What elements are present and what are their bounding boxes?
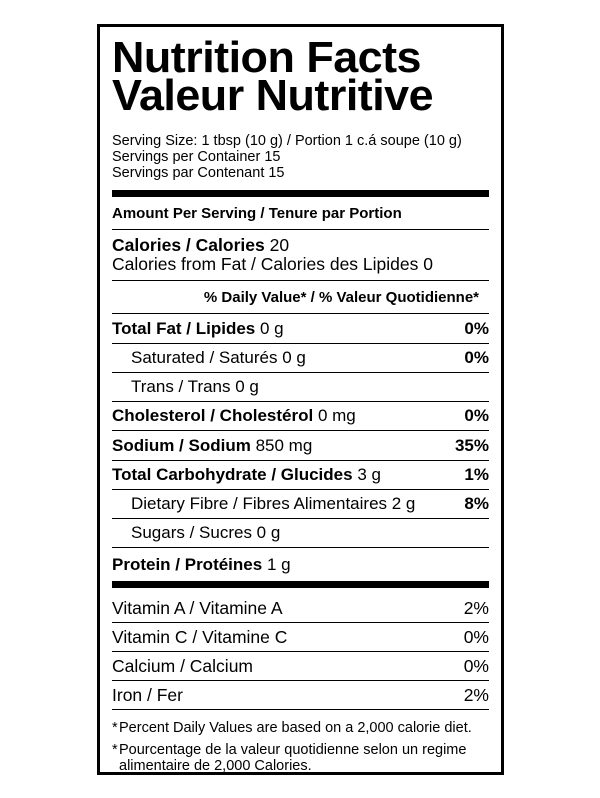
nutrition-label (97, 24, 504, 775)
protein-label: Protein / Protéines (112, 554, 263, 574)
servings-per-container: Servings per Container 15 (112, 149, 281, 165)
cholesterol-row (112, 402, 489, 431)
vitamin-a-pct: 2% (463, 597, 489, 618)
sodium-label: Sodium / Sodium (112, 435, 251, 455)
footnote-french-text: Pourcentage de la valeur quotidienne selon un regime alimentaire de 2,000 Calories. (119, 742, 467, 774)
footnote-english (112, 720, 489, 736)
carbohydrate-amount: 3 g (357, 465, 381, 484)
iron-pct: 2% (463, 684, 489, 705)
carbohydrate-row (112, 461, 489, 490)
iron-row (112, 681, 489, 710)
vitamin-a-row (112, 588, 489, 623)
total-fat-row (112, 314, 489, 344)
thick-divider-vitamins (112, 581, 489, 588)
footnote-english-text: Percent Daily Values are based on a 2,000 calorie diet. (119, 720, 472, 736)
calcium-label: Calcium / Calcium (112, 655, 253, 676)
cholesterol-amount: 0 mg (317, 406, 356, 425)
sugars-row (112, 519, 489, 548)
daily-value-header (112, 281, 489, 314)
fibre-pct: 8% (464, 494, 489, 513)
thick-divider (112, 190, 489, 197)
total-fat-amount: 0 g (259, 318, 284, 338)
fibre-row (112, 490, 489, 519)
trans-label: Trans / Trans 0 g (131, 377, 259, 396)
cholesterol-pct: 0% (464, 406, 489, 425)
amount-per-serving-header (112, 197, 489, 230)
total-fat-label: Total Fat / Lipides (112, 318, 256, 338)
carbohydrate-label: Total Carbohydrate / Glucides (112, 465, 353, 484)
footnote-asterisk-fr: * (112, 742, 118, 758)
vitamin-c-label: Vitamin C / Vitamine C (112, 626, 288, 647)
carbohydrate-pct: 1% (464, 465, 489, 484)
serving-info (112, 133, 489, 181)
iron-label: Iron / Fer (112, 684, 183, 705)
sodium-row (112, 431, 489, 461)
footnote-french (112, 742, 489, 774)
amount-header-text: Amount Per Serving / Tenure par Portion (112, 204, 402, 222)
cholesterol-label: Cholesterol / Cholestérol (112, 406, 314, 425)
serving-size: Serving Size: 1 tbsp (10 g) / Portion 1 c.á soupe (10 g) (112, 133, 462, 149)
daily-value-header-text: % Daily Value* / % Valeur Quotidienne* (203, 288, 479, 306)
calories-value: 20 (269, 235, 290, 255)
sugars-label: Sugars / Sucres 0 g (131, 523, 281, 542)
protein-row (112, 548, 489, 581)
fibre-label: Dietary Fibre / Fibres Alimentaires 2 g (131, 494, 416, 513)
sodium-amount: 850 mg (255, 435, 313, 455)
label-content (112, 27, 489, 772)
footnote-asterisk: * (112, 720, 118, 736)
footnotes (112, 720, 489, 774)
vitamin-c-row (112, 623, 489, 652)
servings-par-contenant: Servings par Contenant 15 (112, 165, 285, 181)
calcium-pct: 0% (463, 655, 489, 676)
sodium-pct: 35% (454, 435, 489, 455)
vitamin-c-pct: 0% (463, 626, 489, 647)
calories-block (112, 230, 489, 281)
saturated-pct: 0% (464, 348, 489, 367)
title-french: Valeur Nutritive (112, 71, 434, 120)
calcium-row (112, 652, 489, 681)
protein-amount: 1 g (266, 554, 291, 574)
saturated-label: Saturated / Saturés 0 g (131, 348, 306, 367)
vitamin-a-label: Vitamin A / Vitamine A (112, 597, 283, 618)
trans-row (112, 373, 489, 402)
title-english: Nutrition Facts (112, 33, 422, 82)
calories-label: Calories / Calories (112, 235, 265, 255)
calories-row (112, 236, 489, 255)
total-fat-pct: 0% (464, 318, 489, 338)
saturated-row (112, 344, 489, 373)
calories-from-fat: Calories from Fat / Calories des Lipides 0 (112, 254, 433, 274)
